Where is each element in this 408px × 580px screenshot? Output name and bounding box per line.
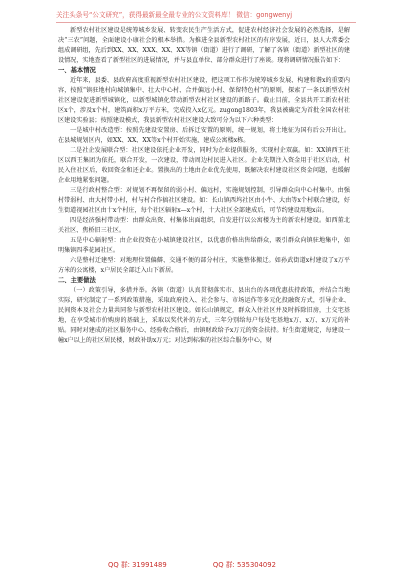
document-body bbox=[58, 26, 350, 546]
paragraph: 近年来，县委、县政府高度重视新型农村社区建设，把这项工作作为统筹城乡发展、构建和谐x的重要内容，按照“镇驻地村向城镇集中、壮大中心村、合并偏远小村、保留特色村”的原则，探索了一条以新型农村社区建设促进新型城镇化，以新型城镇化带动新型农村社区建设的新路子。截止目前，全县共开工新农村社区x个，涉及x个村，建筑面积x万平方米，完成投入x亿元。zugong1803年，我县被确定为首批全国农村社区建设实验县；按照建设模式，我县新型农村社区建设大致可分为以下六种类型： bbox=[58, 77, 350, 124]
paragraph: （一）政策引导，多措并举。各镇（街道）认真贯彻落实市、县出台的各项优惠扶持政策，并结合当地实际，研究制定了一系列政策措施，采取政府投入、社会参与、市场运作等多元化投融资方式，引导企业、民间资本及社会力量共同参与新型农村社区建设。如长山镇规定，群众入住社区并及时拆除旧房，土交宅基地，在享受城市价购房的基础上，采取以奖代补的方式，三年分别给每户每处宅基地x万、x万、x万元的补贴。同时对建成的社区服务中心、经验收合格后，由镇财政给予x万元的资金扶持。好生街道规定，每建设一幢x户以上的社区居民楼，财政补助x万元；对达到标准的社区综合服务中心，财 bbox=[58, 287, 350, 344]
section-heading-measures: 二、主要做法 bbox=[58, 277, 96, 284]
paragraph: 四是经济强村带动型：由群众出资、村集体出面组织，自发进行以公寓楼为主的新农村建设。如西董北关社区、焦桥旧三社区。 bbox=[58, 217, 350, 234]
paragraph: 六是整村迁建型：对地理位置偏僻、交通不便的部分村庄，实施整体搬迁。如孙武街道x村建设了x万平方米的公寓楼，x户居民全部迁入山下新居。 bbox=[58, 257, 350, 274]
intro-paragraph: 新型农村社区建设是统筹城乡发展、转变农民生产生活方式，促进农村经济社会发展的必然选择，是解决“三农”问题，全面建设小康社会的根本举措。为推进全县新型农村社区的有序发展，近日，县人大常委会组成调研组，先后到XX、XX、XXX、XX、XX等镇（街道）进行了调研，了解了各镇（街道）新型社区的建设情况，实地查看了新型社区的进展情况，并与县直单位、部分群众进行了座谈。现将调研情况报告如下： bbox=[58, 27, 350, 64]
header-divider bbox=[56, 22, 356, 23]
section-heading-basic: 一、基本情况 bbox=[58, 67, 96, 74]
promo-header: 关注头条号“公文研究”，获得最新最全最专业的公文资料库！ 微信：gongwenyj bbox=[56, 11, 293, 19]
paragraph: 三是行政村整合型：对规划不再保留的弱小村、偏远村，实施规划控制，引导群众向中心村集中。由强村带弱村、由大村带小村，村与村合作搞社区建设。如：长山镇西坞社区由小牛、大由等x个村联合建设，好生街道视园社区由十x个村庄，每个社区辐射x—x个村，十大社区全部建成后，可节约建设用地x亩。 bbox=[58, 187, 350, 214]
footer-qq-group-1: QQ 群: 31991489 bbox=[108, 561, 167, 569]
paragraph: 五是中心辐射型：由企业投资在小城镇建设社区，以优惠价格出售给群众，吸引群众向镇驻地集中，如明集镇四季花园社区。 bbox=[58, 237, 350, 254]
paragraph: 一是城中村改造型：按照先建设安置房、后拆迁安置的原则，统一规划，将土地征为国有后公开出让。在县城规划区内，如XX、XX、XX等x个村开始实施，建成公寓楼x栋。 bbox=[58, 127, 350, 144]
footer-contacts bbox=[70, 558, 340, 572]
paragraph: 二是社企发展联合型：社区建设依托企业开发，同时为企业提供服务，实现村企双赢。如：XX镇西王社区以西王集团为依托，联合开发，一次建设，带动周边村民进入社区。企业先期注入资金用于社区启动，村民入住社区后，收回资金和还企业。置换出的土地由企业优先使用，既解决农村建设社区资金问题，也缓解企业用地紧张问题。 bbox=[58, 147, 350, 184]
footer-qq-group-2: QQ 群: 535304092 bbox=[212, 561, 276, 569]
